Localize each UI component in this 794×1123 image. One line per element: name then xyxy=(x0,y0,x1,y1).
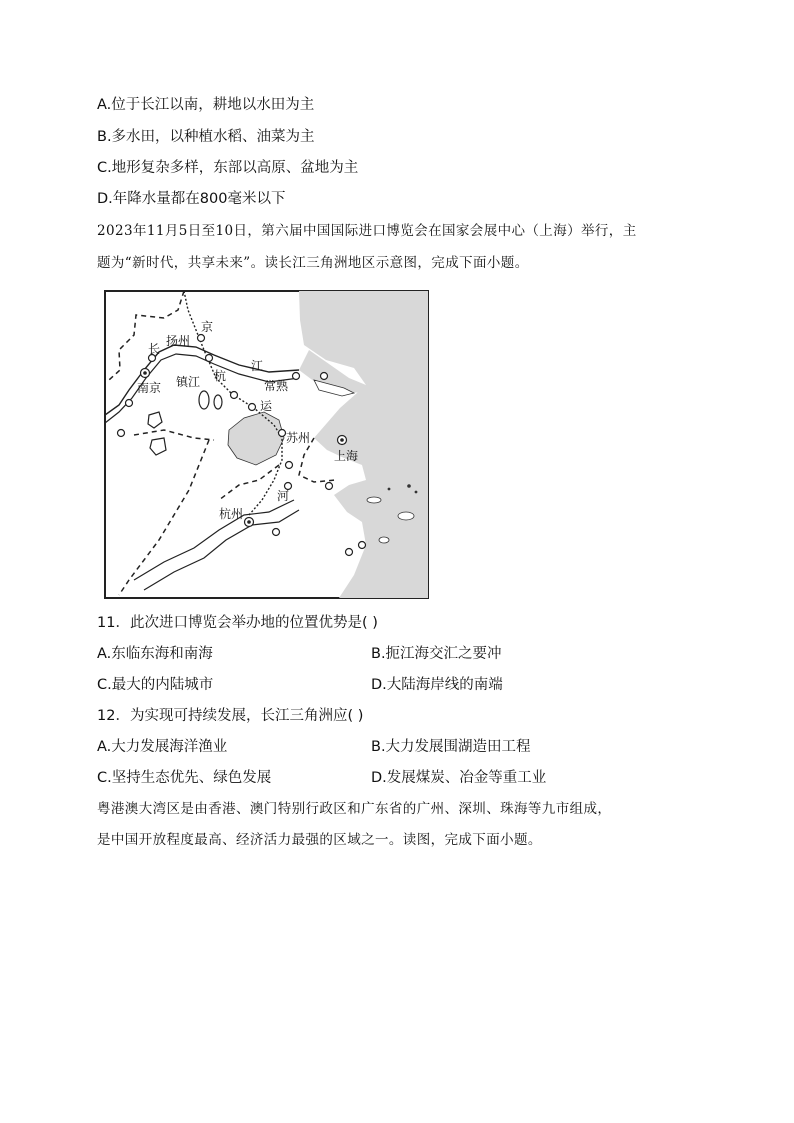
city-7 xyxy=(326,483,333,490)
city-suzhou xyxy=(279,430,286,437)
question-12-option-a[interactable]: A.大力发展海洋渔业 xyxy=(97,739,228,755)
label-jing: 京 xyxy=(201,320,214,334)
passage-1-line-1: 2023年11月5日至10日，第六届中国国际进口博览会在国家会展中心（上海）举行，主 xyxy=(97,223,637,239)
question-11-option-d[interactable]: D.大陆海岸线的南端 xyxy=(371,677,503,693)
city-4 xyxy=(249,404,256,411)
label-suzhou: 苏州 xyxy=(286,431,311,445)
label-shanghai: 上海 xyxy=(334,449,359,463)
label-hang: 杭 xyxy=(214,369,227,383)
question-11-option-a[interactable]: A.东临东海和南海 xyxy=(97,646,213,662)
island-5 xyxy=(415,491,418,494)
island-1 xyxy=(367,497,381,503)
label-yun: 运 xyxy=(260,399,273,413)
city-10 xyxy=(359,542,366,549)
passage-1-line-2: 题为“新时代，共享未来”。读长江三角洲地区示意图，完成下面小题。 xyxy=(97,255,529,271)
lake-1 xyxy=(199,391,209,409)
label-jiang: 江 xyxy=(251,359,264,373)
city-5 xyxy=(286,462,293,469)
lake-2 xyxy=(214,395,222,409)
city-yangzhou xyxy=(198,335,205,342)
city-hangzhou-center xyxy=(247,520,251,524)
passage-2-line-1: 粤港澳大湾区是由香港、澳门特别行政区和广东省的广州、深圳、珠海等九市组成， xyxy=(97,801,612,817)
label-chang: 长 xyxy=(148,342,161,356)
question-11-stem: 11．此次进口博览会举办地的位置优势是( ) xyxy=(97,615,378,631)
prev-option-c: C.地形复杂多样，东部以高原、盆地为主 xyxy=(97,160,359,176)
label-he: 河 xyxy=(277,489,290,503)
prev-option-d: D.年降水量都在800毫米以下 xyxy=(97,191,286,207)
question-12-option-b[interactable]: B.大力发展围湖造田工程 xyxy=(371,739,531,755)
question-11-option-c[interactable]: C.最大的内陆城市 xyxy=(97,677,214,693)
city-2 xyxy=(126,400,133,407)
question-12-stem: 12．为实现可持续发展，长江三角洲应( ) xyxy=(97,708,364,724)
label-zhenjiang: 镇江 xyxy=(176,375,201,389)
city-nanjing-center xyxy=(143,371,147,375)
question-11-option-b[interactable]: B.扼江海交汇之要冲 xyxy=(371,646,502,662)
yangtze-delta-map xyxy=(104,290,429,599)
city-nantong xyxy=(321,373,328,380)
island-4 xyxy=(407,484,411,488)
label-changshu: 常熟 xyxy=(264,379,289,393)
city-changzhou xyxy=(231,392,238,399)
city-shanghai-center xyxy=(340,438,344,442)
city-changshu xyxy=(293,373,300,380)
city-8 xyxy=(273,529,280,536)
city-3 xyxy=(118,430,125,437)
island-3 xyxy=(379,537,389,543)
island-2 xyxy=(398,512,414,520)
city-9 xyxy=(346,549,353,556)
city-zhenjiang xyxy=(206,355,213,362)
question-12-option-c[interactable]: C.坚持生态优先、绿色发展 xyxy=(97,770,272,786)
island-6 xyxy=(388,488,391,491)
prev-option-b: B.多水田，以种植水稻、油菜为主 xyxy=(97,129,315,145)
question-12-option-d[interactable]: D.发展煤炭、冶金等重工业 xyxy=(371,770,547,786)
label-hangzhou: 杭州 xyxy=(219,507,244,521)
passage-2-line-2: 是中国开放程度最高、经济活力最强的区域之一。读图，完成下面小题。 xyxy=(97,832,542,848)
prev-option-a: A.位于长江以南，耕地以水田为主 xyxy=(97,97,315,113)
label-nanjing: 南京 xyxy=(137,381,162,395)
label-yangzhou: 扬州 xyxy=(166,334,191,348)
